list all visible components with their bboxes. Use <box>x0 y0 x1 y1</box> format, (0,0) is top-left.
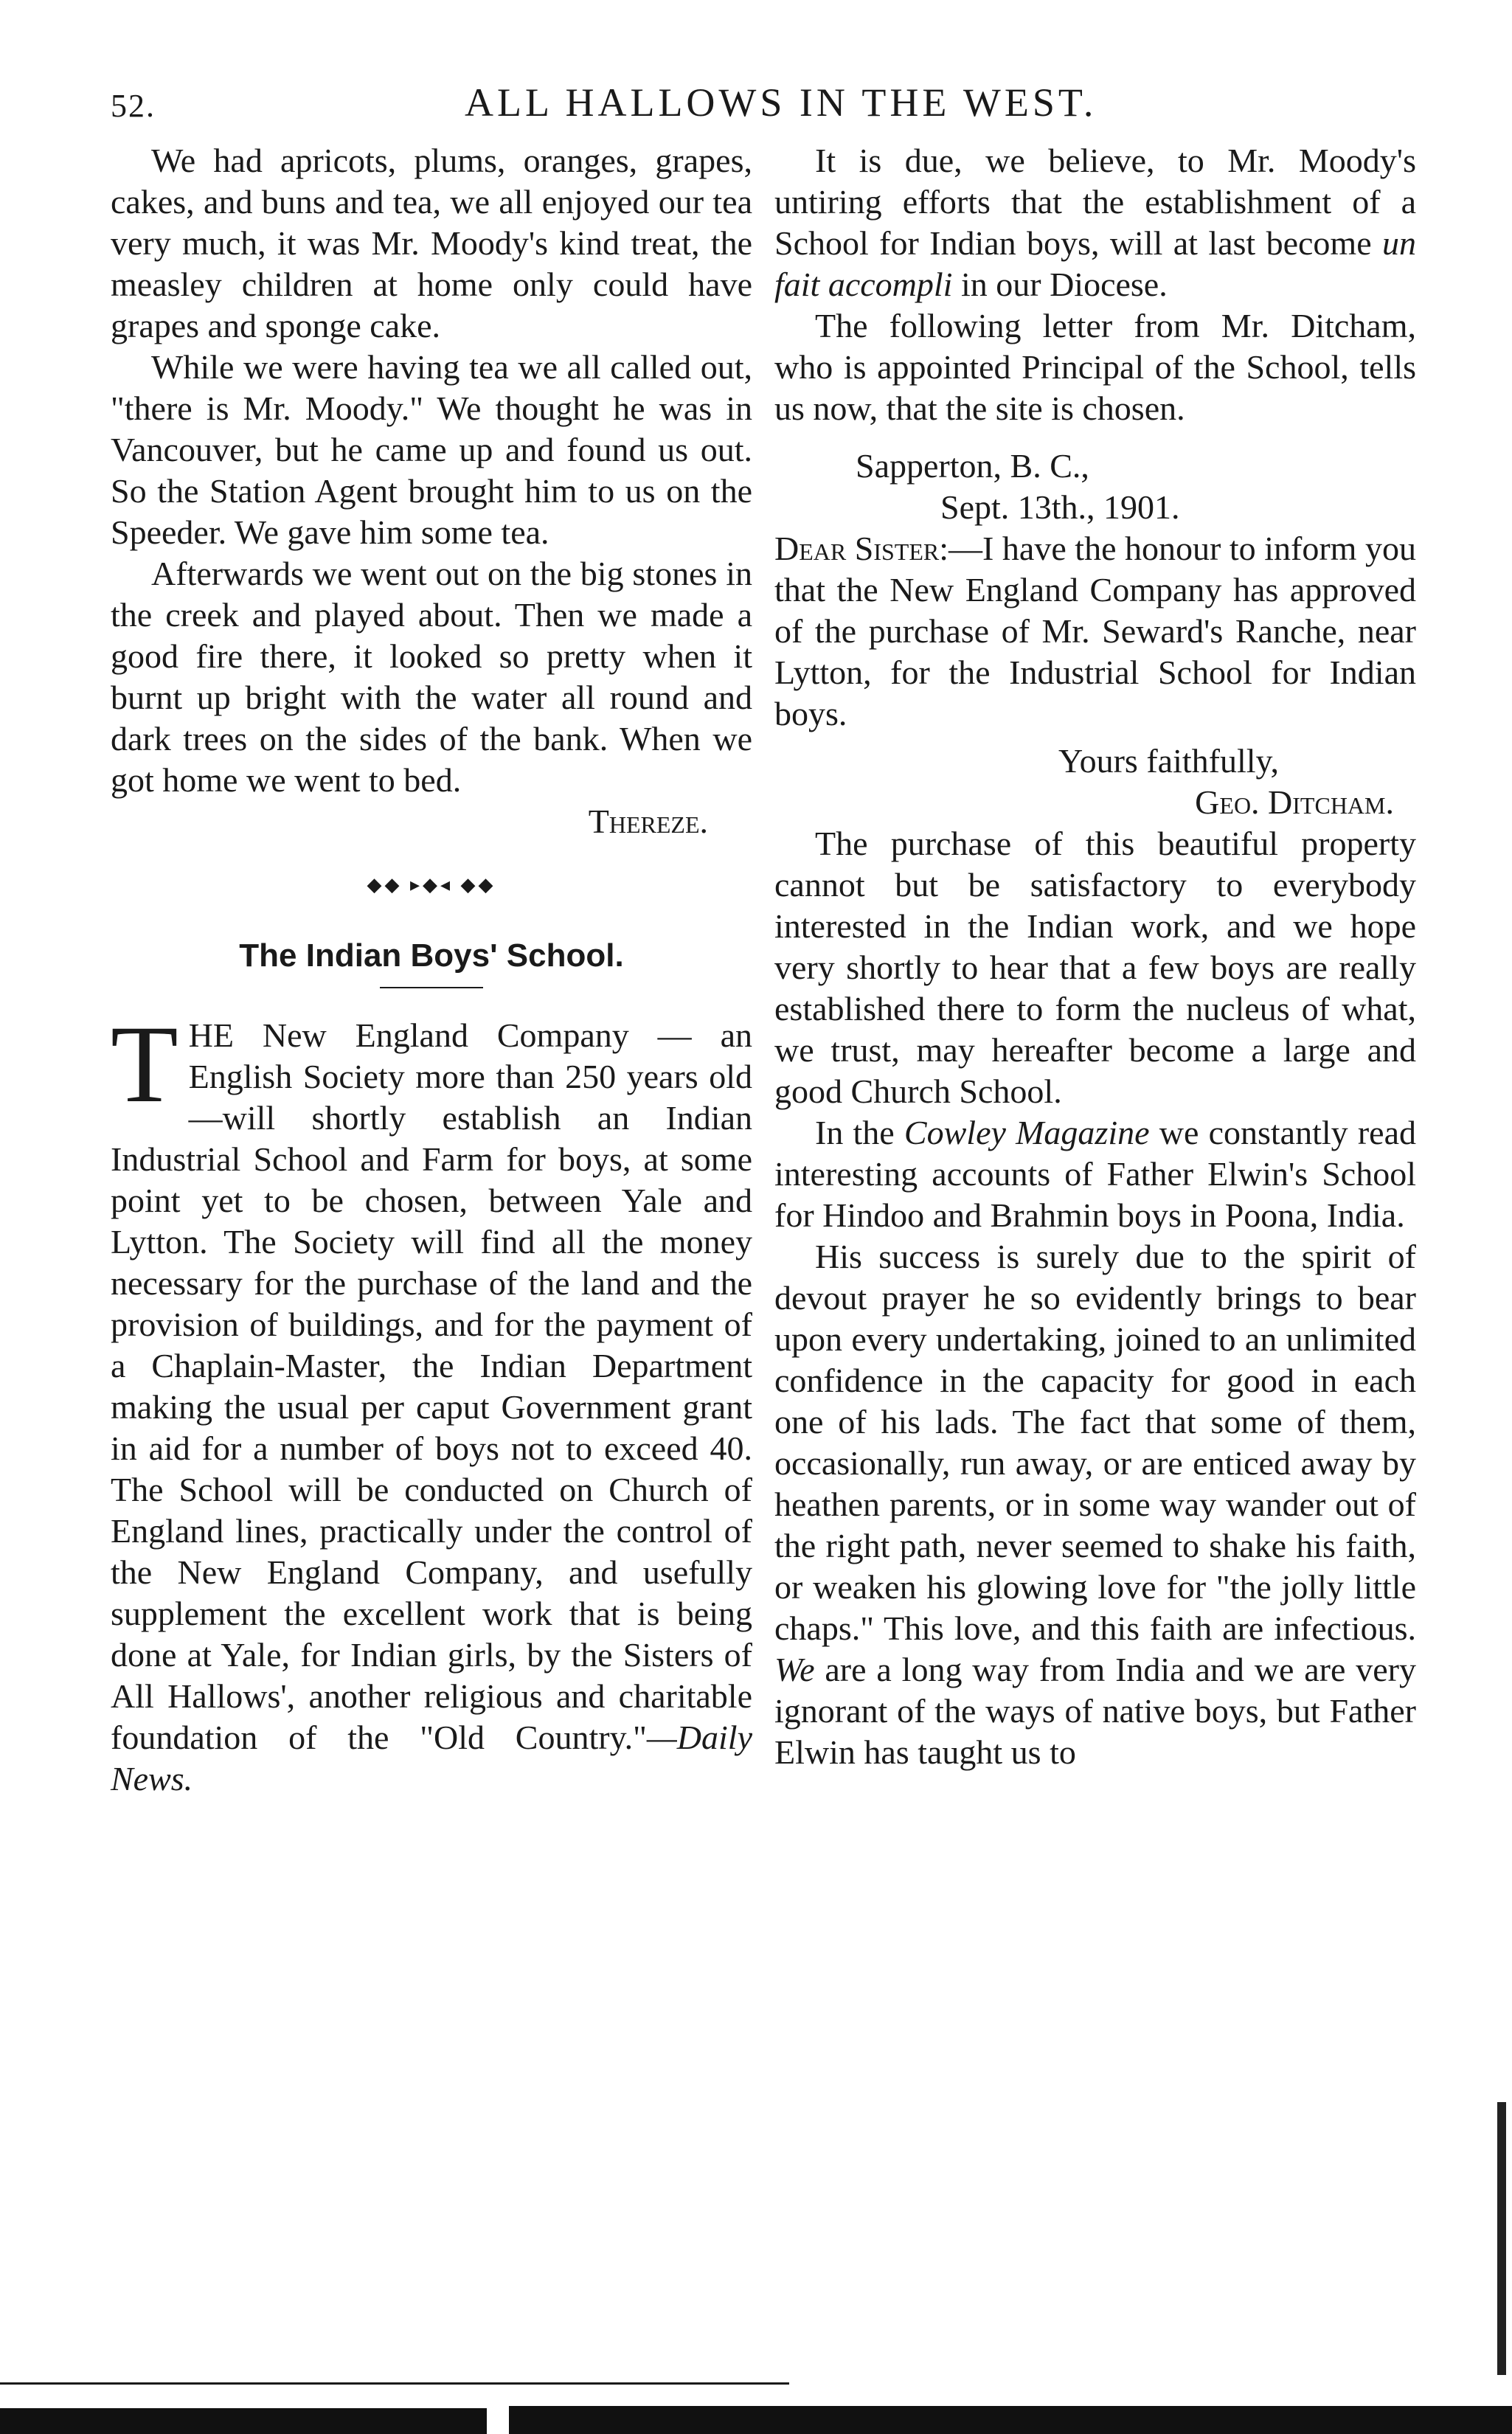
paragraph-moody-efforts <box>774 140 1416 305</box>
magazine-title: Cowley Magazine <box>904 1114 1150 1151</box>
italic-phrase: un fait accompli <box>774 224 1416 303</box>
right-column <box>774 140 1416 1773</box>
letter-signature-thereze: Thereze. <box>588 802 708 840</box>
paragraph-purchase: The purchase of this beautiful property cannot but be satisfactory to everybody interested in the Indian work, and we hope very shortly to hear that a few boys are really established there to form the nucleus of what, we trust, may hereafter become a large and good Church School. <box>774 825 1416 1110</box>
page-number: 52. <box>111 88 156 124</box>
paragraph-apricots: We had apricots, plums, oranges, grapes, cakes, and buns and tea, we all enjoyed our tea very much, it was Mr. Moody's kind treat, the measley children at home only could have grapes and sponge cake. <box>111 142 752 344</box>
left-column <box>111 140 752 1800</box>
paragraph-ditcham-letter-intro: The following letter from Mr. Ditcham, who is appointed Principal of the School, tells us now, that the site is chosen. <box>774 307 1416 427</box>
letter-body <box>774 528 1416 735</box>
letter-signature-ditcham: Geo. Ditcham. <box>1195 783 1394 821</box>
scan-edge-bar-right <box>509 2406 1512 2434</box>
page-header <box>111 80 1364 131</box>
letter-date: Sept. 13th., 1901. <box>940 488 1180 526</box>
heading-rule <box>380 987 483 988</box>
paragraph-text: we constantly read interesting accounts of Father Elwin's School for Hindoo and Brahmin boys in Poona, India. <box>774 1114 1416 1234</box>
scan-edge-mark <box>1497 2102 1506 2375</box>
letter-text: :—I have the honour to inform you that the New England Company has approved of the purchase of Mr. Seward's Ranche, near Lytton, for the Industrial School for Indian boys. <box>774 530 1416 732</box>
paragraph-text: are a long way from India and we are very ignorant of the ways of native boys, but Father Elwin has taught us to <box>774 1651 1416 1771</box>
ornament-divider: ◆◆ ▸◆◂ ◆◆ <box>367 874 496 895</box>
paragraph-text: It is due, we believe, to Mr. Moody's untiring efforts that the establishment of a School for Indian boys, will at last become <box>774 142 1416 262</box>
running-title: ALL HALLOWS IN THE WEST. <box>465 80 1097 125</box>
paragraph-cowley <box>774 1112 1416 1236</box>
paragraph-text: In the <box>815 1114 904 1151</box>
article-text: HE New England Company — an English Society more than 250 years old—will shortly establish an Indian Industrial School and Farm for boys, at some point yet to be chosen, between Yale and Lytton. The Society will find all the money necessary for the purchase of the land and the provision of buildings, and for the payment of a Chaplain-Master, the Indian Department making the usual per caput Government grant in aid for a number of boys not to exceed 40. The School will be conducted on Church of England lines, practically under the control of the New England Company, and usefully supplement the excellent work that is being done at Yale, for Indian girls, by the Sisters of All Hallows', another religious and charitable foundation of the "Old Country." <box>111 1016 752 1756</box>
paragraph-mr-moody: While we were having tea we all called out, "there is Mr. Moody." We thought he was in Vancouver, but he came up and found us out. So the Station Agent brought him to us on the Speeder. We gave him some tea. <box>111 348 752 551</box>
article-paragraph <box>111 1003 752 1800</box>
article-source: —Daily News. <box>111 1719 752 1797</box>
bottom-rule <box>0 2382 789 2385</box>
letter-salutation: Dear Sister <box>774 530 940 567</box>
drop-cap: T <box>111 1003 178 1126</box>
italic-word: We <box>774 1651 815 1688</box>
letter-closing: Yours faithfully, <box>1058 742 1280 780</box>
letter-place: Sapperton, B. C., <box>856 447 1089 485</box>
section-heading: The Indian Boys' School. <box>239 937 624 974</box>
paragraph-creek: Afterwards we went out on the big stones in the creek and played about. Then we made a good fire there, it looked so pretty when it burnt up bright with the water all round and dark trees on the sides of the bank. When we got home we went to bed. <box>111 555 752 799</box>
paragraph-text: His success is surely due to the spirit of devout prayer he so evidently brings to bear upon every undertaking, joined to an unlimited confidence in the capacity for good in each one of his lads. The fact that some of them, occasionally, run away, or are enticed away by heathen parents, or in some way wander out of the right path, never seemed to shake his faith, or weaken his glowing love for "the jolly little chaps." This love, and this faith are infectious. <box>774 1238 1416 1647</box>
paragraph-text: in our Diocese. <box>952 266 1168 303</box>
paragraph-father-elwin <box>774 1236 1416 1773</box>
scan-edge-bar-left <box>0 2408 487 2434</box>
